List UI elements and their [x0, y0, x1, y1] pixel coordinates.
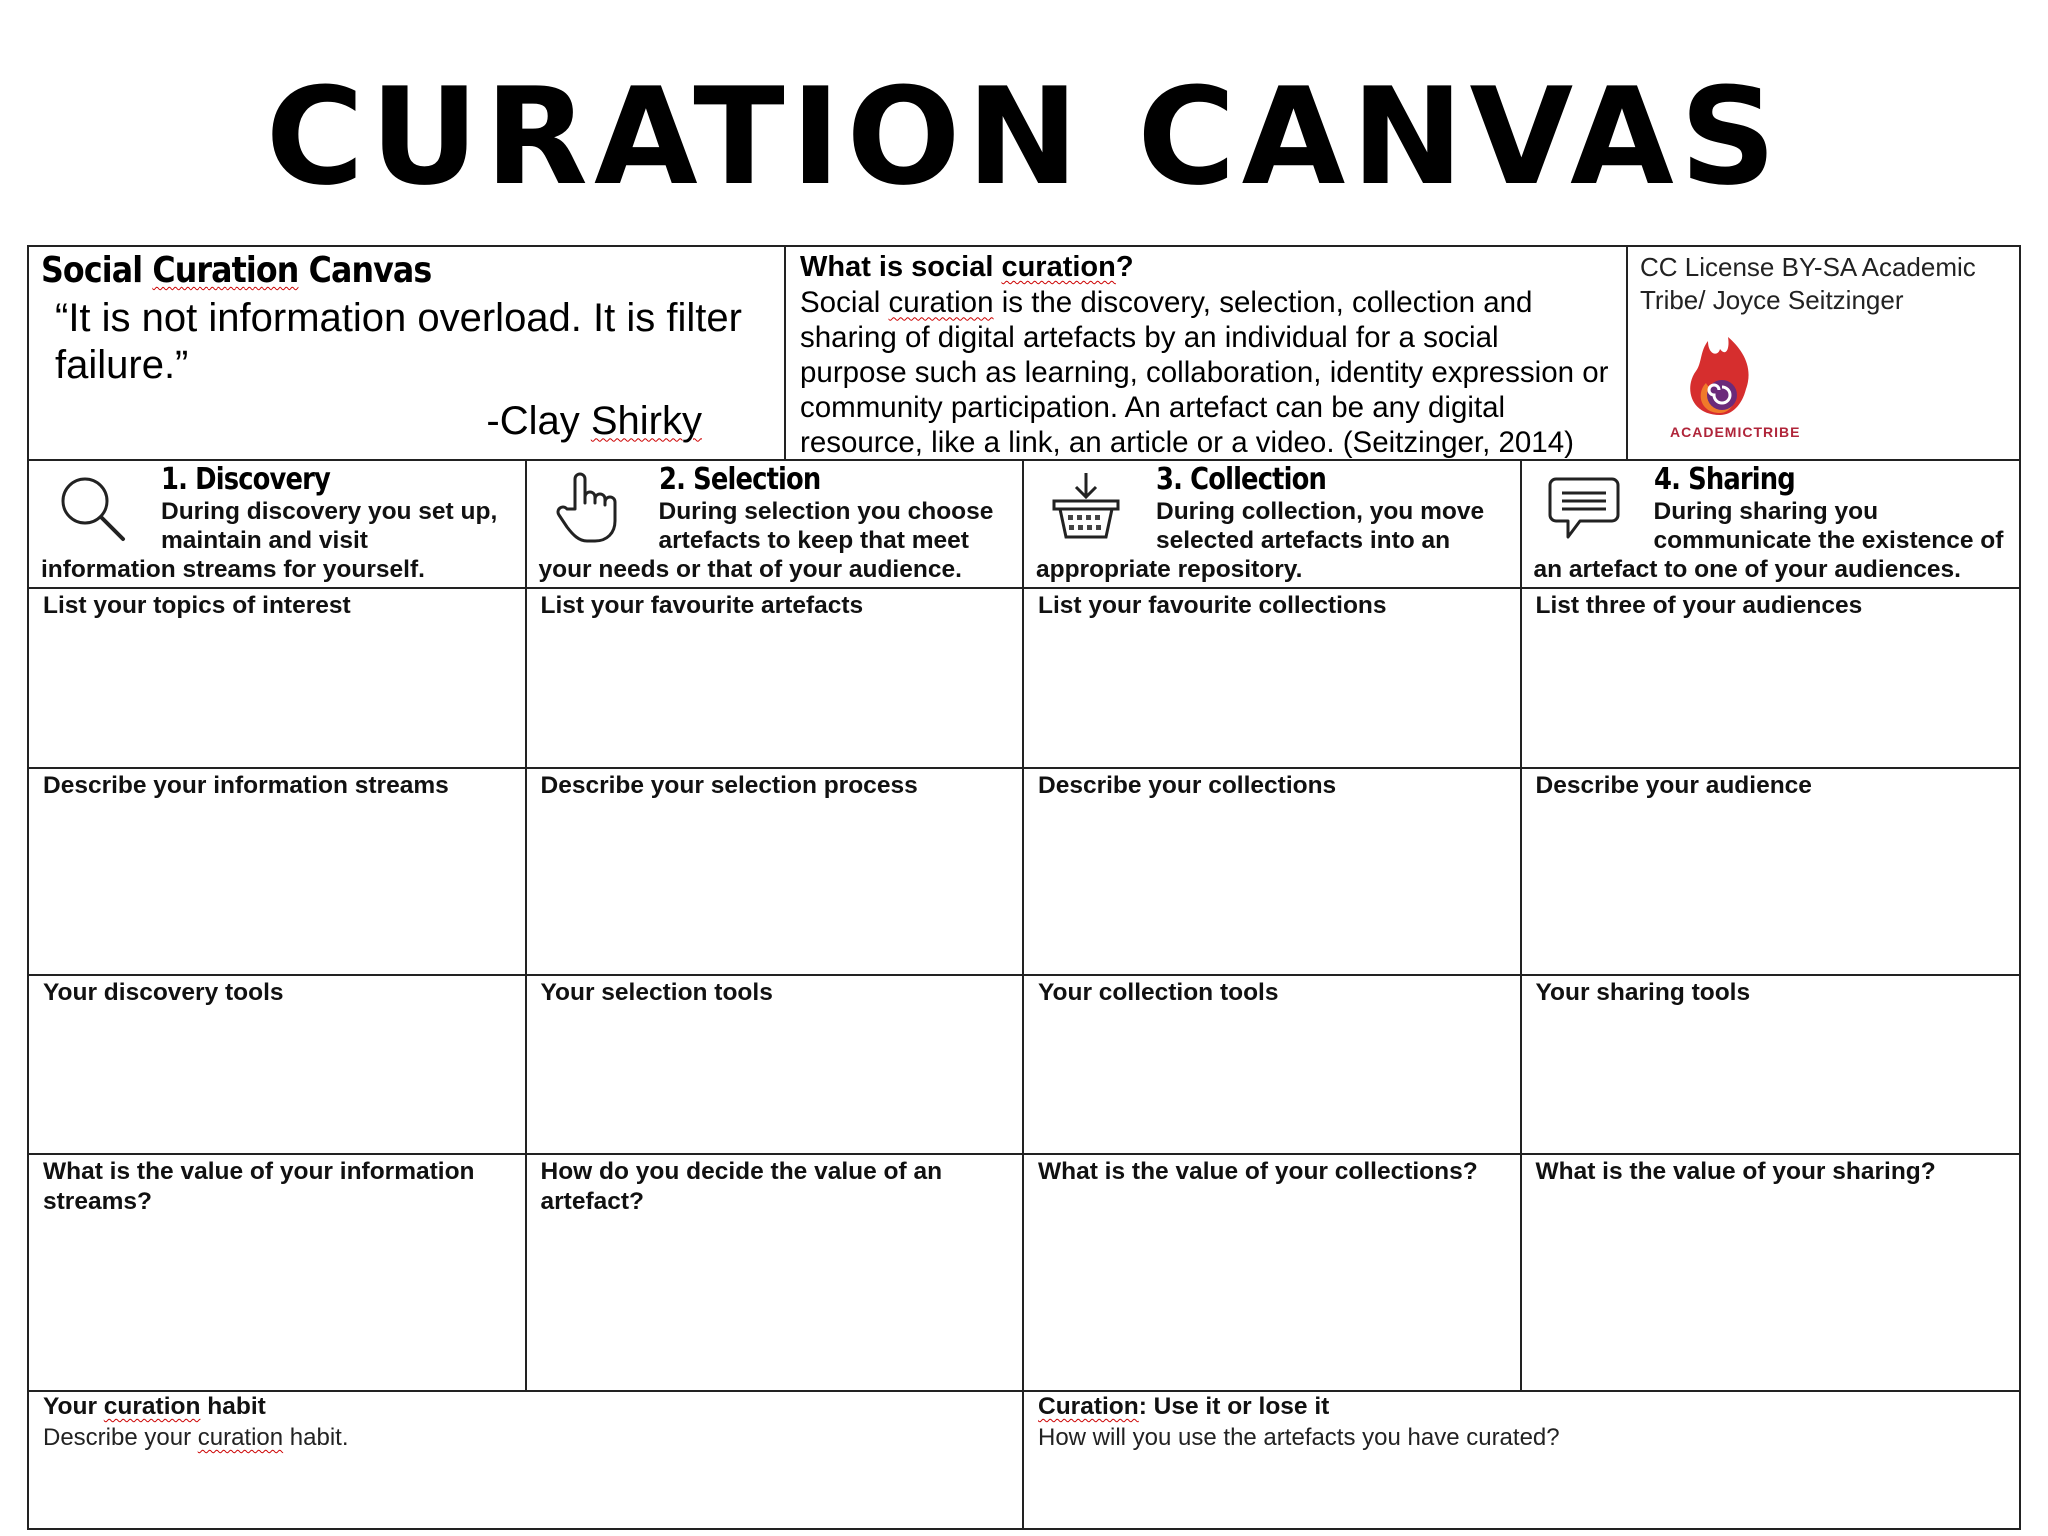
- step-discovery: [29, 461, 527, 587]
- quote-text: “It is not information overload. It is filter failure.”: [55, 295, 742, 387]
- license-text: CC License BY-SA Academic Tribe/ Joyce Seitzinger: [1640, 252, 1976, 315]
- quote-author: -Clay Shirky: [486, 398, 702, 443]
- prompt-cell[interactable]: [527, 1155, 1025, 1390]
- prompt-row-3: [29, 976, 2019, 1155]
- prompt-label: Describe your information streams: [43, 772, 449, 799]
- basket-icon: [1048, 469, 1124, 545]
- prompt-cell[interactable]: [1522, 1155, 2020, 1390]
- prompt-label: Describe your selection process: [540, 772, 918, 799]
- speech-bubble-icon: [1546, 469, 1622, 545]
- prompt-cell[interactable]: [29, 1155, 527, 1390]
- page-title: CURATION CANVAS: [265, 59, 1783, 215]
- academic-tribe-logo: [1670, 327, 1820, 440]
- step-title: 4. Sharing: [1653, 462, 1795, 497]
- logo-flame-icon: [1670, 327, 1770, 417]
- prompt-cell[interactable]: [527, 769, 1025, 974]
- prompt-row-1: [29, 589, 2019, 769]
- step-title: 3. Collection: [1156, 462, 1326, 497]
- prompt-label: Your collection tools: [1038, 979, 1279, 1006]
- canvas-title: Social Curation Canvas: [41, 250, 432, 291]
- prompt-cell[interactable]: [29, 589, 527, 767]
- prompt-row-2: [29, 769, 2019, 976]
- prompt-cell[interactable]: [1522, 589, 2020, 767]
- magnifier-icon: [53, 469, 129, 545]
- prompt-label: How do you decide the value of an artefact?: [540, 1158, 943, 1215]
- definition-title: What is social curation?: [800, 251, 1134, 283]
- use-it-title: Curation: Use it or lose it: [1038, 1393, 1330, 1420]
- prompt-cell[interactable]: [1522, 976, 2020, 1153]
- prompt-label: List three of your audiences: [1535, 592, 1863, 619]
- step-selection: [527, 461, 1025, 587]
- prompt-label: List your favourite artefacts: [540, 592, 864, 619]
- prompt-label: Your selection tools: [540, 979, 773, 1006]
- step-description-end: appropriate repository.: [1036, 556, 1303, 583]
- step-description-end: information streams for yourself.: [41, 556, 425, 583]
- prompt-cell[interactable]: [29, 769, 527, 974]
- bottom-row: [29, 1392, 2019, 1528]
- prompt-label: What is the value of your collections?: [1038, 1158, 1478, 1185]
- license-cell: [1628, 247, 2019, 459]
- step-title: 1. Discovery: [161, 462, 330, 497]
- curation-habit-cell[interactable]: [29, 1392, 1024, 1528]
- prompt-cell[interactable]: [527, 589, 1025, 767]
- curation-habit-title: Your curation habit: [43, 1393, 266, 1420]
- prompt-label: What is the value of your information streams?: [43, 1158, 475, 1215]
- prompt-label: Describe your audience: [1535, 772, 1812, 799]
- step-description: During sharing you communicate the existence of: [1653, 498, 2004, 554]
- prompt-cell[interactable]: [527, 976, 1025, 1153]
- prompt-label: What is the value of your sharing?: [1535, 1158, 1936, 1185]
- step-description: During discovery you set up, maintain and visit: [161, 498, 498, 554]
- curation-canvas-grid: [27, 245, 2021, 1530]
- logo-wordmark: ACADEMICTRIBE: [1670, 424, 1801, 440]
- prompt-label: Describe your collections: [1038, 772, 1337, 799]
- step-description-end: an artefact to one of your audiences.: [1533, 556, 1961, 583]
- prompt-cell[interactable]: [1024, 1155, 1522, 1390]
- curation-habit-prompt: Describe your curation habit.: [43, 1424, 349, 1451]
- step-description: During selection you choose artefacts to keep that meet: [658, 498, 994, 554]
- definition-body: Social curation is the discovery, selection, collection and sharing of digital artefacts by an individual for a social purpose such as learning, collaboration, identity expression or community participation. An artefact can be any digital resource, like a link, an article or a video. (Seitzinger, 2014): [800, 286, 1609, 459]
- step-description: During collection, you move selected artefacts into an: [1156, 498, 1485, 554]
- prompt-cell[interactable]: [1024, 976, 1522, 1153]
- step-collection: [1024, 461, 1522, 587]
- definition-cell: [786, 247, 1628, 459]
- prompt-cell[interactable]: [29, 976, 527, 1153]
- step-title: 2. Selection: [658, 462, 820, 497]
- prompt-cell[interactable]: [1522, 769, 2020, 974]
- prompt-cell[interactable]: [1024, 589, 1522, 767]
- step-sharing: [1522, 461, 2020, 587]
- prompt-label: List your topics of interest: [43, 592, 351, 619]
- use-it-cell[interactable]: [1024, 1392, 2019, 1528]
- steps-row: [29, 461, 2019, 589]
- prompt-cell[interactable]: [1024, 769, 1522, 974]
- prompt-label: Your sharing tools: [1535, 979, 1751, 1006]
- pointing-hand-icon: [551, 469, 627, 545]
- step-description-end: your needs or that of your audience.: [538, 556, 962, 583]
- use-it-prompt: How will you use the artefacts you have curated?: [1038, 1424, 1560, 1451]
- prompt-label: Your discovery tools: [43, 979, 284, 1006]
- canvas-title-cell: [29, 247, 786, 459]
- prompt-label: List your favourite collections: [1038, 592, 1387, 619]
- header-row: [29, 247, 2019, 461]
- prompt-row-4: [29, 1155, 2019, 1392]
